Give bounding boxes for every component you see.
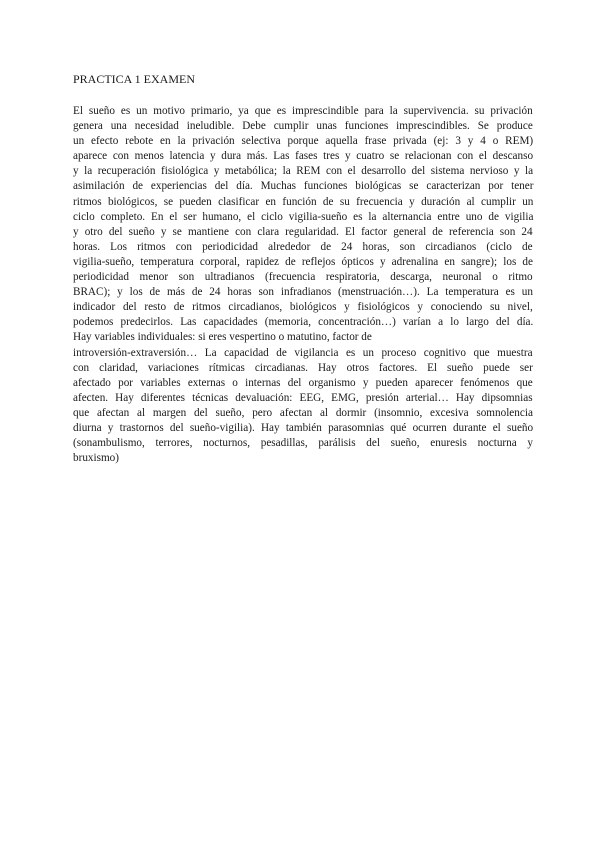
body-line: un efecto rebote en la privación selectiva porque aquella frase privada (ej: 3 y 4 o REM) [73,135,534,148]
body-line: vigilia-sueño, temperatura corporal, rapidez de reflejos ópticos y adrenalina en sangre); los de [73,255,533,268]
body-line: bruxismo) [73,452,119,465]
body-line: genera una necesidad ineludible. Debe cumplir unas funciones imprescindibles. Se produce [73,120,533,133]
body-line: indicador del resto de ritmos circadianos, biológicos y fisiológicos y conociendo su nivel, [73,301,533,314]
body-line: ritmos biológicos, se pueden clasificar en función de su frecuencia y duración al cumplir un [73,195,534,208]
body-line: y la recuperación fisiológica y metabólica; la REM con el desarrollo del sistema nervioso y la [73,165,534,178]
body-line: aparece con menos latencia y dura más. Las fases tres y cuatro se relacionan con el descanso [73,150,534,163]
body-line: diurna y trastornos del sueño-vigilia). Hay también parasomnias qué ocurren durante el sueño [73,421,534,434]
body-line: Hay variables individuales: si eres vespertino o matutino, factor de [73,331,372,344]
body-line: introversión-extraversión… La capacidad de vigilancia es un proceso cognitivo que muestra [73,346,533,359]
body-line: afectado por variables externas o internas del organismo y pueden aparecer fenómenos que [73,376,533,389]
body-line: BRAC); y los de más de 24 horas son infradianos (menstruación…). La temperatura es un [73,286,533,299]
body-line: periodicidad menor son ultradianos (frecuencia respiratoria, descarga, neuronal o ritmo [73,271,533,284]
body-line: El sueño es un motivo primario, ya que es imprescindible para la supervivencia. su privación [73,105,533,117]
body-line: ciclo completo. En el ser humano, el ciclo vigilia-sueño es la alternancia entre uno de vigilia [73,210,534,223]
body-line: podemos predecirlos. Las capacidades (memoria, concentración…) varían a lo largo del día. [73,316,534,329]
document-body [73,104,533,466]
body-line: asimilación de experiencias del día. Muchas funciones biológicas se caracterizan por tener [73,180,534,193]
body-line: (sonambulismo, terrores, nocturnos, pesadillas, parálisis del sueño, enuresis nocturna y [73,437,533,450]
body-line: horas. Los ritmos con periodicidad alrededor de 24 horas, son circadianos (ciclo de [73,240,533,253]
body-line: afecten. Hay diferentes técnicas devaluación: EEG, EMG, presión arterial… Hay dipsomnias [73,391,533,404]
body-line: que afectan al margen del sueño, pero afectan al dormir (insomnio, excesiva somnolencia [73,406,533,419]
body-line: y otro del sueño y se mantiene con clara regularidad. El factor general de referencia son 24 [73,225,533,238]
body-line: con claridad, variaciones rítmicas circadianas. Hay otros factores. El sueño puede ser [73,361,533,374]
document-title: PRACTICA 1 EXAMEN [73,72,196,86]
